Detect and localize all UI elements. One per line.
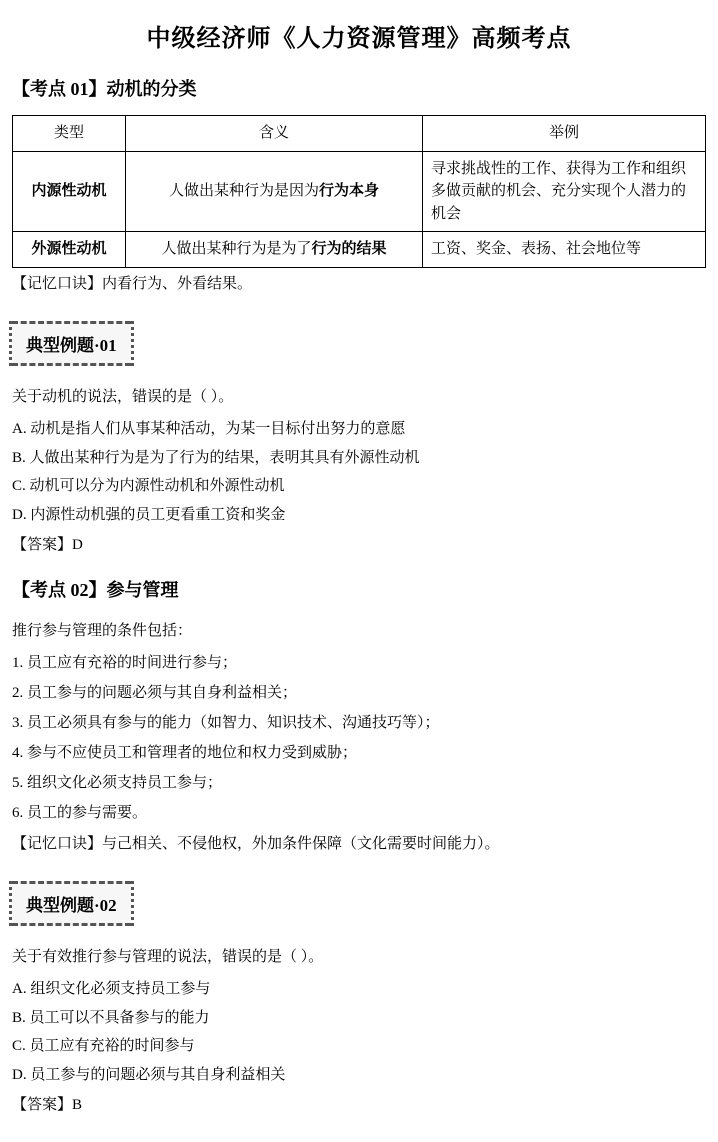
question2-option-d: D. 员工参与的问题必须与其自身利益相关	[12, 1066, 286, 1083]
cell-meaning-extrinsic	[126, 232, 423, 268]
table-header-example: 举例	[423, 116, 706, 152]
table-row	[13, 151, 706, 232]
example-badge-02: 典型例题·02	[12, 881, 131, 926]
meaning-emphasis: 行为的结果	[311, 241, 387, 257]
example-badge-01: 典型例题·01	[12, 321, 131, 366]
table-header-row	[13, 116, 706, 152]
list-item: 6. 员工的参与需要。	[12, 804, 148, 821]
question-stem-01: 关于动机的说法，错误的是（ ）。	[12, 389, 234, 405]
question-option-d: D. 内源性动机强的员工更看重工资和奖金	[12, 506, 286, 523]
table-row	[13, 232, 706, 268]
question-stem-02: 关于有效推行参与管理的说法，错误的是（ ）。	[12, 949, 324, 965]
section-heading-02: 【考点 02】参与管理	[12, 579, 179, 600]
cell-type-extrinsic: 外源性动机	[13, 232, 126, 268]
meaning-prefix: 人做出某种行为是为了	[161, 241, 312, 257]
question-option-b: B. 人做出某种行为是为了行为的结果，表明其具有外源性动机	[12, 449, 420, 466]
motivation-classification-table	[12, 115, 706, 268]
list-item: 4. 参与不应使员工和管理者的地位和权力受到威胁；	[12, 744, 358, 761]
question2-option-a: A. 组织文化必须支持员工参与	[12, 981, 211, 997]
mnemonic-01: 【记忆口诀】内看行为、外看结果。	[12, 275, 253, 292]
list-item: 1. 员工应有充裕的时间进行参与；	[12, 654, 238, 671]
cell-example-extrinsic: 工资、奖金、表扬、社会地位等	[423, 232, 706, 268]
participation-lead: 推行参与管理的条件包括：	[12, 622, 193, 639]
question-option-c: C. 动机可以分为内源性动机和外源性动机	[12, 478, 285, 494]
cell-meaning-intrinsic	[126, 151, 423, 232]
mnemonic-02: 【记忆口诀】与己相关、不侵他权，外加条件保障（文化需要时间能力）。	[12, 835, 500, 852]
meaning-prefix: 人做出某种行为是因为	[168, 183, 319, 199]
list-item: 2. 员工参与的问题必须与其自身利益相关；	[12, 684, 298, 701]
table-header-type: 类型	[13, 116, 126, 152]
cell-type-intrinsic: 内源性动机	[13, 151, 126, 232]
question2-option-b: B. 员工可以不具备参与的能力	[12, 1009, 210, 1026]
section-heading-01: 【考点 01】动机的分类	[12, 79, 197, 99]
question2-option-c: C. 员工应有充裕的时间参与	[12, 1038, 195, 1054]
list-item: 3. 员工必须具有参与的能力（如智力、知识技术、沟通技巧等）；	[12, 714, 440, 731]
cell-example-intrinsic: 寻求挑战性的工作、获得为工作和组织多做贡献的机会、充分实现个人潜力的机会	[423, 151, 706, 232]
list-item: 5. 组织文化必须支持员工参与；	[12, 774, 223, 791]
question-answer-02: 【答案】B	[12, 1097, 83, 1113]
question-answer-01: 【答案】D	[12, 537, 83, 553]
question-option-a: A. 动机是指人们从事某种活动，为某一目标付出努力的意愿	[12, 421, 406, 437]
meaning-emphasis: 行为本身	[319, 183, 380, 199]
page-title: 中级经济师《人力资源管理》高频考点	[146, 26, 572, 52]
table-header-meaning: 含义	[126, 116, 423, 152]
